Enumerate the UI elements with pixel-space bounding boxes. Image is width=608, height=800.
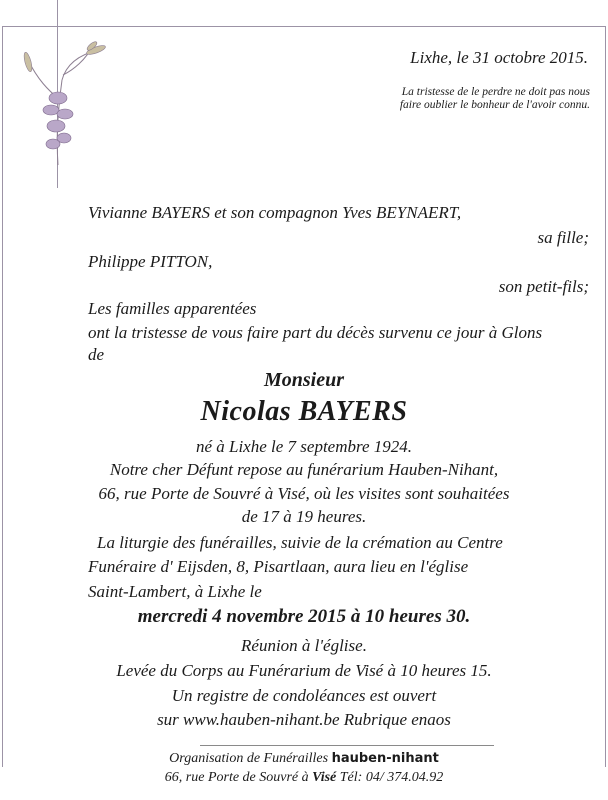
family-relation: sa fille; bbox=[537, 228, 589, 247]
flower-illustration bbox=[18, 40, 118, 170]
announcement-line: ont la tristesse de vous faire part du décès survenu ce jour à Glons bbox=[88, 323, 543, 342]
details-line: Réunion à l'église. bbox=[241, 636, 367, 655]
details-line: Levée du Corps au Funérarium de Visé à 10 heures 15. bbox=[116, 661, 492, 680]
family-line: Les familles apparentées bbox=[88, 299, 257, 318]
honorific-title: Monsieur bbox=[263, 369, 345, 391]
announcement-line: de bbox=[88, 345, 105, 364]
footer-address bbox=[0, 770, 608, 786]
quote-line: faire oublier le bonheur de l'avoir connu. bbox=[399, 99, 590, 111]
footer-divider bbox=[200, 745, 494, 746]
footer-phone: Tél: 04/ 374.04.92 bbox=[339, 770, 444, 785]
website-line: sur www.hauben-nihant.be Rubrique enaos bbox=[157, 710, 451, 729]
details-line: La liturgie des funérailles, suivie de la crémation au Centre bbox=[97, 533, 503, 552]
details-line: Funéraire d' Eijsden, 8, Pisartlaan, aura lieu en l'église bbox=[88, 557, 469, 576]
family-line: Vivianne BAYERS et son compagnon Yves BEYNAERT, bbox=[88, 203, 462, 222]
details-line: de 17 à 19 heures. bbox=[241, 507, 367, 526]
quote-line: La tristesse de le perdre ne doit pas nous bbox=[401, 86, 590, 98]
footer-org-label: Organisation de Funérailles bbox=[169, 751, 329, 766]
footer-street: 66, rue Porte de Souvré à bbox=[164, 770, 309, 785]
family-relation: son petit-fils; bbox=[498, 277, 589, 296]
details-line: 66, rue Porte de Souvré à Visé, où les visites sont souhaitées bbox=[98, 484, 510, 503]
brand-logo-text: hauben-nihant bbox=[331, 751, 439, 766]
deceased-name: Nicolas BAYERS bbox=[200, 396, 408, 427]
epigraph-quote bbox=[400, 86, 590, 112]
notice-date: Lixhe, le 31 octobre 2015. bbox=[410, 48, 588, 67]
birth-line: né à Lixhe le 7 septembre 1924. bbox=[195, 437, 413, 456]
footer-city: Visé bbox=[312, 770, 337, 785]
family-line: Philippe PITTON, bbox=[88, 252, 213, 271]
details-line: Saint-Lambert, à Lixhe le bbox=[88, 582, 262, 601]
footer-organisation bbox=[0, 751, 608, 767]
details-line: Notre cher Défunt repose au funérarium Hauben-Nihant, bbox=[109, 460, 499, 479]
ceremony-datetime: mercredi 4 novembre 2015 à 10 heures 30. bbox=[137, 606, 471, 627]
details-line: Un registre de condoléances est ouvert bbox=[171, 686, 437, 705]
